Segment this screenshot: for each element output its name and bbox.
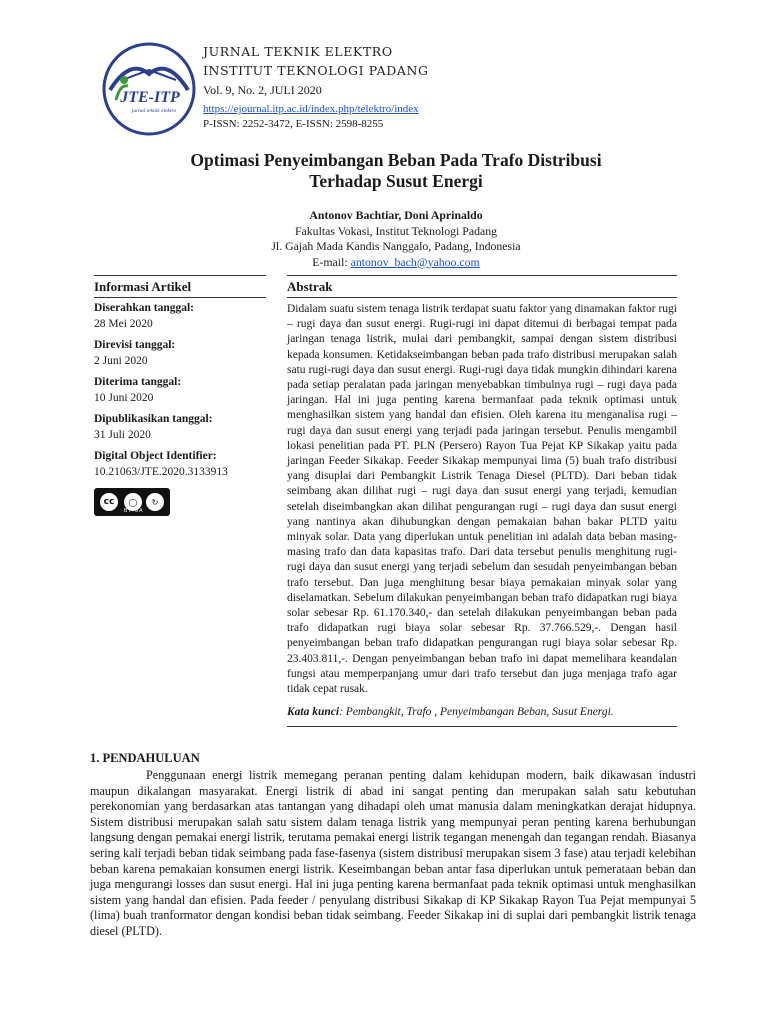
journal-volume: Vol. 9, No. 2, JULI 2020 xyxy=(203,83,322,97)
journal-header xyxy=(203,42,623,131)
abstract-section xyxy=(287,275,677,727)
info-label: Dipublikasikan tanggal: xyxy=(94,413,213,425)
license-by: BY xyxy=(124,508,133,514)
info-item xyxy=(94,301,266,332)
doi-value: 10.21063/JTE.2020.3133913 xyxy=(94,466,228,478)
introduction-section xyxy=(90,750,696,940)
author-block xyxy=(0,208,768,270)
article-info xyxy=(94,275,266,516)
license-label xyxy=(124,508,144,514)
info-value: 31 Juli 2020 xyxy=(94,429,151,441)
info-label: Diserahkan tanggal: xyxy=(94,302,194,314)
email-line xyxy=(0,255,768,271)
article-info-heading: Informasi Artikel xyxy=(94,275,266,298)
email-label: E-mail: xyxy=(312,254,351,269)
attribution-icon: ◯ xyxy=(124,493,142,511)
abstract-text: Didalam suatu sistem tenaga listrik terdapat suatu faktor yang dinamakan faktor rugi – rugi daya dan susut energi. Rugi-rugi ini dapat ditemui di berbagai tempat pada jaringan tenaga listrik, mulai dari pembangkit, sampai dengan sistem distribusi kepada konsumen. Ketidakseimbangan beban pada trafo distribusi merupakan salah satu rugi-rugi daya dan susut energi. Rugi-rugi daya tidak mungkin dihindari karena pada setiap peralatan pada jaringan menyebabkan timbulnya rugi – rugi daya pada jaringan. Hal ini juga penting karena bermanfaat pada teknik optimasi untuk menghasilkan sistem yang handal dan efisien. Oleh karena itu menganalisa rugi – rugi daya dan susut energi yang terjadi pada jaringan tersebut. Penulis mengambil lokasi penelitian pada PT. PLN (Persero) Rayon Tua Pejat KP Sikakap yaitu pada jaringan Feeder Sikakap. Feeder Sikakap mempunyai lima (5) buah trafo distribusi yang disuplai dari Pembangkit Listrik Tenaga Diesel (PLTD). Dari beban tidak seimbang akan dilihat rugi – rugi daya dan susut energi yang terjadi, kemudian setelah diseimbangkan akan dilihat pengurangan rugi – rugi daya dan susut energi yang nantinya akan dihubungkan dengan pemakaian bahan bakar PLTD yaitu minyak solar. Data yang diperlukan untuk penelitian ini adalah data beban masing-masing trafo dan data kapasitas trafo. Dari data tersebut penulis menghitung rugi-rugi daya dan susut energi yang terjadi sebelum dan sesudah penyeimbangan beban trafo tersebut. Dan juga menghitung besar biaya pemakaian minyak solar yang diselamatkan. Sebelum dilakukan penyeimbangan beban trafo didapatkan rugi biaya solar sebesar Rp. 61.170.340,- dan setelah dilakukan penyeimbangan beban pada trafo didapatkan rugi biaya solar sebesar Rp. 37.766.529,-. Dengan hasil penyeimbangan beban trafo didapatkan pengurangan rugi biaya solar sebesar Rp. 23.403.811,-. Dengan penyeimbangan beban trafo ini dapat memelihara keandalan fungsi atau memperpanjang umur dari trafo tersebut dan juga menjaga trafo agar tidak cepat rusak. xyxy=(287,303,677,696)
license-badge[interactable] xyxy=(94,488,266,516)
logo-subtext: jurnal teknik elektro xyxy=(131,108,177,114)
license-sa: SA xyxy=(134,508,144,514)
keywords-list: : Pembangkit, Trafo , Penyeimbangan Beban, Susut Energi. xyxy=(339,706,614,719)
abstract-heading: Abstrak xyxy=(287,275,677,298)
journal-name: JURNAL TEKNIK ELEKTRO xyxy=(203,44,393,59)
paper-title xyxy=(0,150,768,192)
journal-url-link[interactable]: https://ejournal.itp.ac.id/index.php/telektro/index xyxy=(203,103,419,115)
title-line-1: Optimasi Penyeimbangan Beban Pada Trafo Distribusi xyxy=(190,150,602,170)
institute-name: INSTITUT TEKNOLOGI PADANG xyxy=(203,63,429,78)
info-label: Direvisi tanggal: xyxy=(94,339,176,351)
keywords xyxy=(287,705,677,727)
author-email-link[interactable]: antonov_bach@yahoo.com xyxy=(350,254,480,269)
title-line-2: Terhadap Susut Energi xyxy=(309,171,483,191)
info-item xyxy=(94,338,266,369)
address: Jl. Gajah Mada Kandis Nanggalo, Padang, Indonesia xyxy=(271,239,521,253)
info-value: 2 Juni 2020 xyxy=(94,355,148,367)
info-label: Digital Object Identifier: xyxy=(94,450,217,462)
info-item xyxy=(94,412,266,443)
author-names: Antonov Bachtiar, Doni Aprinaldo xyxy=(309,208,483,222)
logo-text: JTE-ITP xyxy=(120,89,180,106)
info-item xyxy=(94,375,266,406)
info-item xyxy=(94,449,266,480)
info-label: Diterima tanggal: xyxy=(94,376,182,388)
keywords-label: Kata kunci xyxy=(287,706,340,719)
share-alike-icon: ↻ xyxy=(146,493,164,511)
affiliation: Fakultas Vokasi, Institut Teknologi Padang xyxy=(294,223,497,238)
info-value: 28 Mei 2020 xyxy=(94,318,153,330)
section-heading: 1. PENDAHULUAN xyxy=(90,751,200,765)
journal-logo xyxy=(100,40,198,138)
section-body: Penggunaan energi listrik memegang peranan penting dalam kehidupan modern, baik dikawasan industri maupun dikalangan masyarakat. Energi listrik di abad ini sangat penting dan merupakan salah satu kebutuhan perekonomian yang berdasarkan atas tantangan yang dihadapi oleh umat manusia dalam meningkatkan derajat hidupnya. Sistem distribusi merupakan salah satu sistem dalam tenaga listrik yang mempunyai peran penting karena berhubungan langsung dengan pemakai energi listrik, terutama pemakai energi listrik tegangan menengah dan tegangan rendah. Biasanya sering kali terjadi beban tidak seimbang pada fase-fasenya (sistem distribusi merupakan sisem 3 fase) atau terjadi kelebihan beban karena pemakaian konsumen energi listrik. Keseimbangan beban antar fasa diperlukan untuk pemerataan beban dan juga mengurangi losses dan susut energi. Hal ini juga penting karena bermanfaat pada teknik optimasi untuk menghasilkan sistem yang handal dan efisien. Pada feeder / penyulang distribusi Sikakap di KP Sikakap Rayon Tua Pejat mempunyai 5 (lima) buah tranformator dengan kondisi beban tidak seimbang. Feeder Sikakap ini di suplai dari pembangkit listrik tenaga diesel (PLTD). xyxy=(90,768,696,938)
cc-icon: cc xyxy=(98,491,120,513)
journal-issn: P-ISSN: 2252-3472, E-ISSN: 2598-8255 xyxy=(203,118,384,130)
info-value: 10 Juni 2020 xyxy=(94,392,154,404)
